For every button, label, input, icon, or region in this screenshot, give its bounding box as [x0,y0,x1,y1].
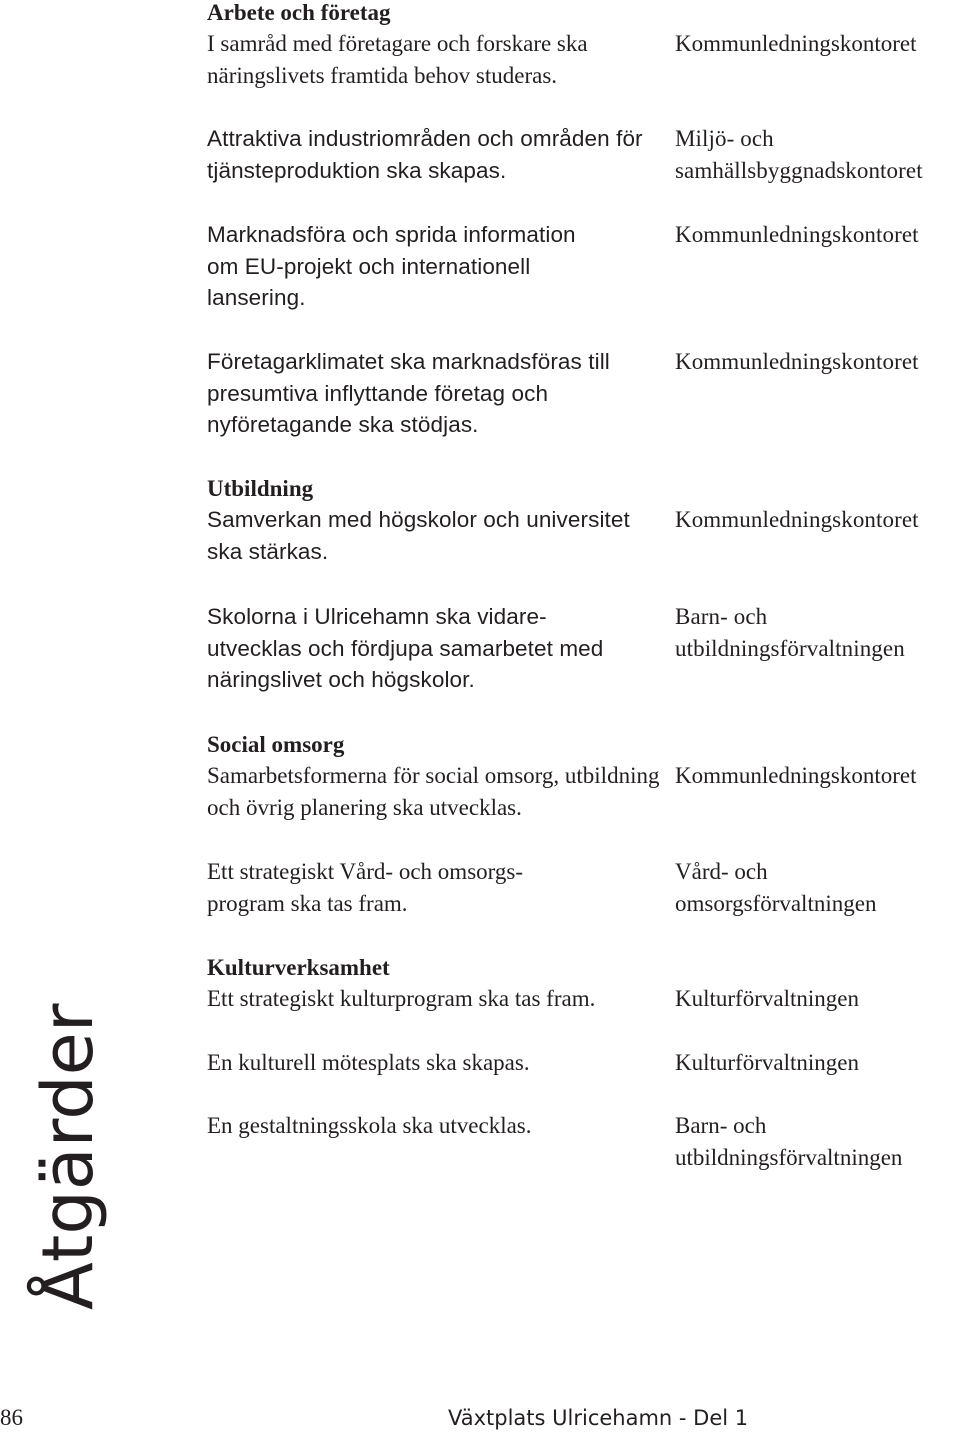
section-heading: Arbete och företag [207,0,391,25]
action-text: Attraktiva industriområden och områden för tjänsteproduktion ska skapas. [207,126,643,183]
page-number: 86 [0,1405,23,1430]
action-row [207,856,960,919]
side-title: Åtgärder [27,1003,109,1310]
responsible-text: Kommunledningskontoret [675,763,917,788]
action-text: Företagarklimatet ska marknadsföras till presumtiva inflyttande företag och nyföretagande ska stödjas. [207,349,610,437]
section-social-omsorg [207,729,960,823]
responsible-text: Kulturförvaltningen [675,1050,859,1075]
section-arbete [207,0,960,91]
action-row [207,760,960,823]
responsible-text: Kulturförvaltningen [675,986,859,1011]
action-row [207,219,960,314]
footer-title: Växtplats Ulricehamn - Del 1 [448,1406,749,1430]
action-row [207,28,960,91]
responsible-text: Kommunledningskontoret [675,31,917,56]
action-text: I samråd med företagare och forskare ska näringslivets framtida behov studeras. [207,31,588,88]
action-row [207,1047,960,1079]
action-row [207,346,960,441]
page-footer [0,1404,960,1432]
action-text: Samarbetsformerna för social omsorg, utbildning och övrig planering ska utvecklas. [207,763,660,820]
responsible-text: Kommunledningskontoret [675,349,919,374]
responsible-text: Vård- och omsorgsförvaltningen [675,859,877,916]
action-text: Marknadsföra och sprida information om EU-projekt och internationell lansering. [207,222,576,310]
action-text: En kulturell mötesplats ska skapas. [207,1050,530,1075]
action-text: En gestaltningsskola ska utvecklas. [207,1113,532,1138]
action-row [207,1110,960,1173]
section-heading: Utbildning [207,476,314,501]
action-row [207,601,960,696]
section-heading: Kulturverksamhet [207,955,390,980]
section-heading: Social omsorg [207,732,345,757]
action-row [207,123,960,186]
section-utbildning [207,473,960,567]
action-text: Ett strategiskt Vård- och omsorgs-program ska tas fram. [207,859,523,916]
action-row [207,983,960,1015]
responsible-text: Kommunledningskontoret [675,507,919,532]
responsible-text: Barn- och utbildningsförvaltningen [675,1113,903,1170]
responsible-text: Kommunledningskontoret [675,222,919,247]
action-text: Skolorna i Ulricehamn ska vidare-utvecklas och fördjupa samarbetet med näringslivet och högskolor. [207,604,604,692]
action-row [207,504,960,567]
section-kulturverksamhet [207,952,960,1015]
action-text: Samverkan med högskolor och universitet ska stärkas. [207,507,630,564]
action-text: Ett strategiskt kulturprogram ska tas fram. [207,986,596,1011]
responsible-text: Miljö- och samhällsbyggnadskontoret [675,126,923,183]
responsible-text: Barn- och utbildningsförvaltningen [675,604,905,661]
